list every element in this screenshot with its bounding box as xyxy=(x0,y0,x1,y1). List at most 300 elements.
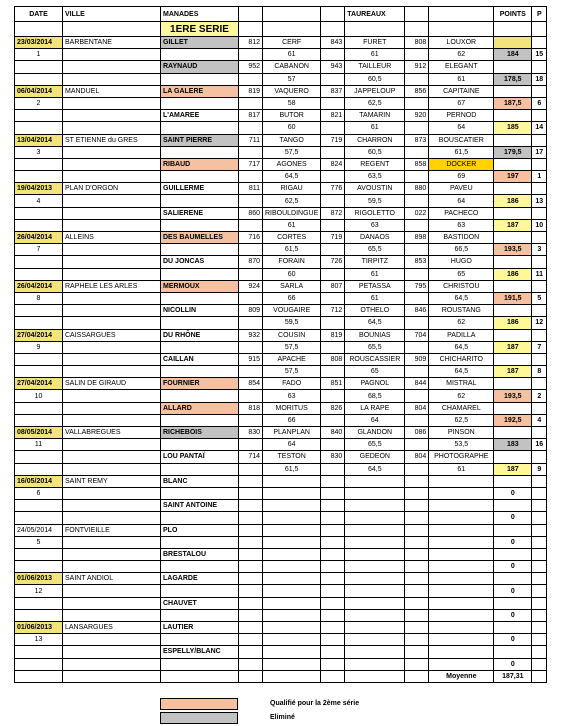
table-row xyxy=(15,463,547,475)
serie-spacer xyxy=(532,22,547,37)
cell-date xyxy=(15,463,63,475)
cell-taureau2: 61 xyxy=(345,49,405,61)
cell-manade xyxy=(161,146,239,158)
cell-date: 12 xyxy=(15,585,63,597)
cell-p xyxy=(532,500,547,512)
cell-taureau1: 57,5 xyxy=(263,366,321,378)
header-spacer xyxy=(405,7,429,22)
cell-num2 xyxy=(321,561,345,573)
table-row xyxy=(15,451,547,463)
cell-points: 186 xyxy=(494,317,532,329)
table-row xyxy=(15,219,547,231)
cell-date xyxy=(15,512,63,524)
cell-num3: 704 xyxy=(405,329,429,341)
cell-points: 0 xyxy=(494,634,532,646)
cell-ville xyxy=(63,609,161,621)
cell-date: 8 xyxy=(15,292,63,304)
cell-ville xyxy=(63,341,161,353)
cell-date: 26/04/2014 xyxy=(15,280,63,292)
cell-num2: 719 xyxy=(321,232,345,244)
cell-manade: NICOLLIN xyxy=(161,305,239,317)
cell-ville xyxy=(63,219,161,231)
header-manades: MANADES xyxy=(161,7,239,22)
cell-ville: RAPHELE LES ARLES xyxy=(63,280,161,292)
cell-taureau1: MORITUS xyxy=(263,402,321,414)
legend-text-eliminated: Eliminé xyxy=(270,714,295,721)
cell-points xyxy=(494,548,532,560)
cell-p xyxy=(532,548,547,560)
table-row xyxy=(15,658,547,670)
cell-taureau2: BOUNIAS xyxy=(345,329,405,341)
table-row xyxy=(15,548,547,560)
cell-num1 xyxy=(239,658,263,670)
cell-taureau3: ELEGANT xyxy=(429,61,494,73)
cell-taureau3: PHOTOGRAPHE xyxy=(429,451,494,463)
table-row xyxy=(15,146,547,158)
cell-p xyxy=(532,451,547,463)
cell-points xyxy=(494,475,532,487)
cell-p xyxy=(532,646,547,658)
cell-taureau3: PERNOD xyxy=(429,110,494,122)
cell-num2 xyxy=(321,585,345,597)
cell-num3 xyxy=(405,73,429,85)
cell-points xyxy=(494,158,532,170)
cell-taureau1: 61 xyxy=(263,49,321,61)
cell-taureau1 xyxy=(263,597,321,609)
cell-taureau2: REGENT xyxy=(345,158,405,170)
cell-taureau3: 64 xyxy=(429,195,494,207)
cell-taureau1: TANGO xyxy=(263,134,321,146)
cell-manade xyxy=(161,268,239,280)
cell-ville xyxy=(63,207,161,219)
cell-p xyxy=(532,658,547,670)
table-row xyxy=(15,646,547,658)
cell-num2 xyxy=(321,171,345,183)
cell-num1: 817 xyxy=(239,110,263,122)
cell-num3: 086 xyxy=(405,427,429,439)
cell-ville xyxy=(63,268,161,280)
table-row xyxy=(15,390,547,402)
cell-p: 10 xyxy=(532,219,547,231)
cell-points: 187 xyxy=(494,219,532,231)
cell-num1: 932 xyxy=(239,329,263,341)
table-row xyxy=(15,536,547,548)
cell-points: 193,5 xyxy=(494,390,532,402)
cell-taureau2: 64 xyxy=(345,414,405,426)
cell-date xyxy=(15,646,63,658)
cell-num1 xyxy=(239,597,263,609)
cell-p xyxy=(532,305,547,317)
cell-ville xyxy=(63,73,161,85)
cell-num2 xyxy=(321,414,345,426)
cell-manade xyxy=(161,439,239,451)
cell-taureau2: 61 xyxy=(345,268,405,280)
cell-taureau2: TIRPITZ xyxy=(345,256,405,268)
serie-spacer xyxy=(345,22,405,37)
cell-num2 xyxy=(321,439,345,451)
cell-num3 xyxy=(405,512,429,524)
cell-taureau1 xyxy=(263,500,321,512)
cell-manade xyxy=(161,512,239,524)
cell-date xyxy=(15,317,63,329)
cell-ville xyxy=(63,195,161,207)
cell-num1: 811 xyxy=(239,183,263,195)
cell-manade xyxy=(161,414,239,426)
cell-ville xyxy=(63,292,161,304)
cell-taureau1: 66 xyxy=(263,414,321,426)
cell-num1 xyxy=(239,536,263,548)
cell-taureau3 xyxy=(429,524,494,536)
cell-taureau3 xyxy=(429,548,494,560)
cell-taureau2: 64,5 xyxy=(345,317,405,329)
cell-num2: 851 xyxy=(321,378,345,390)
cell-points xyxy=(494,451,532,463)
cell-taureau3: 62 xyxy=(429,317,494,329)
cell-points xyxy=(494,646,532,658)
cell-p xyxy=(532,85,547,97)
cell-date xyxy=(15,268,63,280)
cell-manade xyxy=(161,658,239,670)
cell-num3: 808 xyxy=(405,37,429,49)
cell-num2 xyxy=(321,317,345,329)
cell-num3 xyxy=(405,219,429,231)
cell-num1: 915 xyxy=(239,353,263,365)
table-row xyxy=(15,329,547,341)
cell-taureau2: 63,5 xyxy=(345,171,405,183)
cell-taureau3: 64,5 xyxy=(429,292,494,304)
cell-taureau2: GLANDON xyxy=(345,427,405,439)
cell-num1: 870 xyxy=(239,256,263,268)
cell-taureau2 xyxy=(345,475,405,487)
cell-date: 5 xyxy=(15,536,63,548)
cell-manade xyxy=(161,171,239,183)
cell-taureau1: 57,5 xyxy=(263,146,321,158)
table-row xyxy=(15,524,547,536)
cell-date: 01/06/2013 xyxy=(15,573,63,585)
cell-num3: 853 xyxy=(405,256,429,268)
cell-num1 xyxy=(239,646,263,658)
cell-taureau3: PINSON xyxy=(429,427,494,439)
cell-num2 xyxy=(321,573,345,585)
cell-date xyxy=(15,597,63,609)
cell-ville: ALLEINS xyxy=(63,232,161,244)
cell-p: 9 xyxy=(532,463,547,475)
cell-taureau2: 65,5 xyxy=(345,244,405,256)
cell-manade: LOU PANTAÏ xyxy=(161,451,239,463)
table-row xyxy=(15,500,547,512)
cell-p: 15 xyxy=(532,49,547,61)
cell-date: 13 xyxy=(15,634,63,646)
serie-title: 1ERE SERIE xyxy=(161,22,239,37)
cell-p xyxy=(532,427,547,439)
cell-num3: 873 xyxy=(405,134,429,146)
cell-p xyxy=(532,207,547,219)
cell-p: 4 xyxy=(532,414,547,426)
cell-num1 xyxy=(239,634,263,646)
cell-manade: L'AMAREE xyxy=(161,110,239,122)
cell-ville: SAINT ANDIOL xyxy=(63,573,161,585)
cell-taureau1 xyxy=(263,512,321,524)
cell-taureau3 xyxy=(429,573,494,585)
table-row xyxy=(15,85,547,97)
cell-p: 1 xyxy=(532,171,547,183)
cell-points: 185 xyxy=(494,122,532,134)
cell-ville xyxy=(63,634,161,646)
cell-p xyxy=(532,61,547,73)
cell-ville: BARBENTANE xyxy=(63,37,161,49)
cell-manade: RIBAUD xyxy=(161,158,239,170)
cell-taureau3: 66,5 xyxy=(429,244,494,256)
cell-points xyxy=(494,622,532,634)
cell-points xyxy=(494,85,532,97)
cell-p xyxy=(532,585,547,597)
cell-num2: 808 xyxy=(321,353,345,365)
cell-num2: 943 xyxy=(321,61,345,73)
cell-manade xyxy=(161,487,239,499)
cell-manade: DU JONCAS xyxy=(161,256,239,268)
cell-p: 5 xyxy=(532,292,547,304)
cell-ville: SAINT REMY xyxy=(63,475,161,487)
cell-ville: CAISSARGUES xyxy=(63,329,161,341)
cell-taureau1: PLANPLAN xyxy=(263,427,321,439)
cell-ville xyxy=(63,548,161,560)
cell-manade xyxy=(161,244,239,256)
cell-num2 xyxy=(321,341,345,353)
cell-p: 14 xyxy=(532,122,547,134)
cell-date: 24/05/2014 xyxy=(15,524,63,536)
cell-points xyxy=(494,353,532,365)
header-ville: VILLE xyxy=(63,7,161,22)
cell-manade: SALIERENE xyxy=(161,207,239,219)
cell-taureau2: TAMARIN xyxy=(345,110,405,122)
cell-num3 xyxy=(405,49,429,61)
cell-num2 xyxy=(321,195,345,207)
cell-num1 xyxy=(239,573,263,585)
cell-num1 xyxy=(239,244,263,256)
table-row xyxy=(15,207,547,219)
cell-date: 10 xyxy=(15,390,63,402)
table-row xyxy=(15,341,547,353)
cell-manade xyxy=(161,292,239,304)
cell-num2 xyxy=(321,146,345,158)
cell-points xyxy=(494,61,532,73)
cell-ville xyxy=(63,97,161,109)
cell-manade xyxy=(161,390,239,402)
serie-spacer xyxy=(263,22,321,37)
cell-manade: DU RHÔNE xyxy=(161,329,239,341)
cell-date: 26/04/2014 xyxy=(15,232,63,244)
cell-date: 1 xyxy=(15,49,63,61)
cell-taureau2 xyxy=(345,634,405,646)
cell-num1: 860 xyxy=(239,207,263,219)
cell-p: 8 xyxy=(532,366,547,378)
cell-manade xyxy=(161,49,239,61)
cell-taureau1 xyxy=(263,475,321,487)
cell-taureau1: 60 xyxy=(263,268,321,280)
cell-date xyxy=(15,207,63,219)
cell-taureau1: RIBOULDINGUE xyxy=(263,207,321,219)
cell-taureau3: BASTIDON xyxy=(429,232,494,244)
cell-manade: LAGARDE xyxy=(161,573,239,585)
cell-ville xyxy=(63,158,161,170)
cell-taureau1: FORAIN xyxy=(263,256,321,268)
cell-num1 xyxy=(239,366,263,378)
cell-num2 xyxy=(321,524,345,536)
cell-ville xyxy=(63,317,161,329)
table-row xyxy=(15,487,547,499)
cell-taureau1: 66 xyxy=(263,292,321,304)
cell-taureau2 xyxy=(345,597,405,609)
cell-num1 xyxy=(239,487,263,499)
cell-num1: 812 xyxy=(239,37,263,49)
cell-num2: 843 xyxy=(321,37,345,49)
cell-taureau2 xyxy=(345,512,405,524)
cell-ville xyxy=(63,390,161,402)
cell-manade xyxy=(161,536,239,548)
cell-points xyxy=(494,280,532,292)
cell-points xyxy=(494,232,532,244)
cell-num2: 726 xyxy=(321,256,345,268)
cell-points xyxy=(494,37,532,49)
cell-points: 197 xyxy=(494,171,532,183)
cell-num1: 716 xyxy=(239,232,263,244)
table-row xyxy=(15,378,547,390)
cell-manade xyxy=(161,219,239,231)
cell-num1 xyxy=(239,585,263,597)
cell-taureau1: 57,5 xyxy=(263,341,321,353)
cell-taureau2: 65,5 xyxy=(345,439,405,451)
cell-manade: GUILLERME xyxy=(161,183,239,195)
cell-p xyxy=(532,134,547,146)
cell-taureau1: 61,5 xyxy=(263,244,321,256)
cell-taureau1: 61 xyxy=(263,219,321,231)
cell-taureau2 xyxy=(345,585,405,597)
cell-num3 xyxy=(405,609,429,621)
cell-num3: 804 xyxy=(405,402,429,414)
cell-num1 xyxy=(239,171,263,183)
cell-taureau2 xyxy=(345,561,405,573)
cell-taureau3: 67 xyxy=(429,97,494,109)
cell-p: 17 xyxy=(532,146,547,158)
cell-num3 xyxy=(405,646,429,658)
cell-num2 xyxy=(321,597,345,609)
cell-p xyxy=(532,597,547,609)
cell-num1 xyxy=(239,49,263,61)
table-row xyxy=(15,634,547,646)
cell-num2 xyxy=(321,622,345,634)
cell-taureau3 xyxy=(429,585,494,597)
cell-manade: MERMOUX xyxy=(161,280,239,292)
cell-num1 xyxy=(239,97,263,109)
table-row xyxy=(15,305,547,317)
cell-num3: 898 xyxy=(405,232,429,244)
cell-taureau1 xyxy=(263,646,321,658)
cell-num3 xyxy=(405,500,429,512)
header-date: DATE xyxy=(15,7,63,22)
cell-points: 0 xyxy=(494,609,532,621)
cell-taureau3 xyxy=(429,512,494,524)
table-row xyxy=(15,183,547,195)
cell-taureau3 xyxy=(429,609,494,621)
table-row xyxy=(15,366,547,378)
cell-p xyxy=(532,232,547,244)
cell-taureau3: ROUSTANG xyxy=(429,305,494,317)
cell-p xyxy=(532,353,547,365)
cell-date xyxy=(15,158,63,170)
table-row xyxy=(15,317,547,329)
cell-manade xyxy=(161,561,239,573)
cell-taureau1 xyxy=(263,585,321,597)
cell-taureau1: 60 xyxy=(263,122,321,134)
cell-points: 0 xyxy=(494,487,532,499)
serie-spacer xyxy=(239,22,263,37)
cell-points: 192,5 xyxy=(494,414,532,426)
cell-taureau2 xyxy=(345,646,405,658)
table-row xyxy=(15,292,547,304)
cell-p xyxy=(532,329,547,341)
cell-ville xyxy=(63,256,161,268)
cell-manade: BRESTALOU xyxy=(161,548,239,560)
cell-manade: FOURNIER xyxy=(161,378,239,390)
cell-ville xyxy=(63,353,161,365)
cell-taureau2: FURET xyxy=(345,37,405,49)
cell-taureau3: 61 xyxy=(429,73,494,85)
cell-taureau1: APACHE xyxy=(263,353,321,365)
cell-taureau3: 61,5 xyxy=(429,146,494,158)
cell-taureau2 xyxy=(345,548,405,560)
table-row xyxy=(15,171,547,183)
cell-num3 xyxy=(405,548,429,560)
cell-ville xyxy=(63,487,161,499)
header-row xyxy=(15,7,547,22)
cell-manade: ESPELLY/BLANC xyxy=(161,646,239,658)
moyenne-label: Moyenne xyxy=(429,670,494,682)
cell-p xyxy=(532,573,547,585)
cell-taureau3: 62 xyxy=(429,49,494,61)
cell-taureau3 xyxy=(429,475,494,487)
cell-p xyxy=(532,622,547,634)
cell-num1 xyxy=(239,268,263,280)
cell-num2 xyxy=(321,646,345,658)
cell-taureau3 xyxy=(429,646,494,658)
cell-num1 xyxy=(239,500,263,512)
table-row xyxy=(15,475,547,487)
cell-num3: 912 xyxy=(405,61,429,73)
cell-num3: 804 xyxy=(405,451,429,463)
cell-num2: 824 xyxy=(321,158,345,170)
cell-taureau1 xyxy=(263,634,321,646)
table-row xyxy=(15,244,547,256)
cell-manade: BLANC xyxy=(161,475,239,487)
cell-taureau3 xyxy=(429,500,494,512)
cell-points xyxy=(494,305,532,317)
cell-num2 xyxy=(321,634,345,646)
cell-num3 xyxy=(405,146,429,158)
cell-taureau1 xyxy=(263,487,321,499)
cell-taureau3: 63 xyxy=(429,219,494,231)
cell-taureau2: TAILLEUR xyxy=(345,61,405,73)
cell-points: 186 xyxy=(494,195,532,207)
cell-points: 187 xyxy=(494,366,532,378)
cell-taureau3: 62 xyxy=(429,390,494,402)
cell-p xyxy=(532,561,547,573)
cell-num2: 821 xyxy=(321,110,345,122)
cell-taureau3 xyxy=(429,634,494,646)
cell-p xyxy=(532,634,547,646)
cell-taureau1: 64 xyxy=(263,439,321,451)
cell-points xyxy=(494,378,532,390)
cell-p xyxy=(532,536,547,548)
